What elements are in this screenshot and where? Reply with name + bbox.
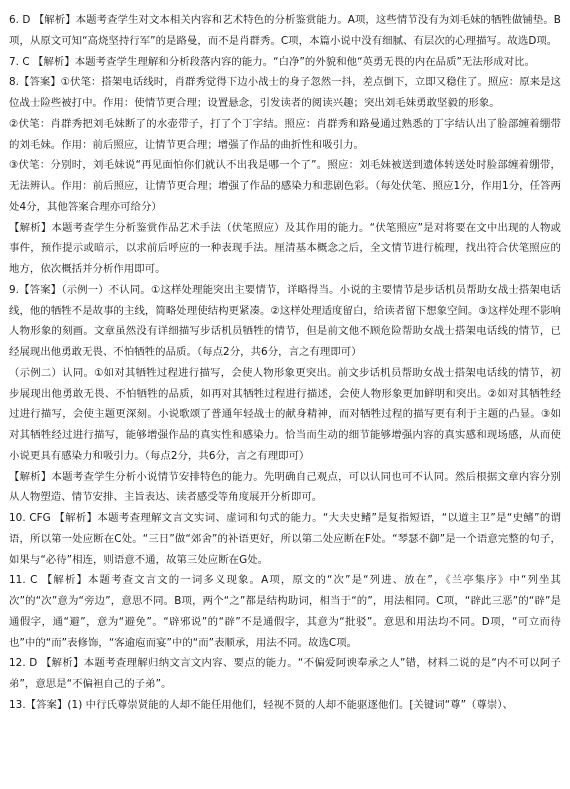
answer-item-9-example-2: （示例二）认同。①如对其牺牲过程进行描写，会使人物形象更突出。前文步话机员帮助女战士搭架电话线的情节，初步展现出他勇敢无畏、不怕牺牲的品质，如再对其牺牲过程进行描述，会使人物形象更加鲜明和突出。②如对其牺牲经过进行描写，会使主题更深刻。小说歌颂了普通年轻战士的献身精神，而对牺牲过程的描写更有利于主题的凸显。③如对其牺牲经过进行描写，能够增强作品的真实性和感染力。恰当而生动的细节能够增强内容的真实感和现场感，从而使小说更具有感染力和吸引力。（每点2分，共6分，言之有理即可） [9, 366, 561, 462]
answer-key-page [9, 10, 561, 716]
answer-item-10: 10. CFG 【解析】本题考查理解文言文实词、虚词和句式的能力。“大夫史鳍”是复指短语，“以道主卫”是“史鳍”的谓语，所以第一处应断在C处。“三日”做“郊舍”的补语更好，所以第二处应断在F处。“琴瑟不御”是一个语意完整的句子，如果与“必待”相连，则语意不通，故第三处应断在G处。 [9, 512, 561, 566]
answer-item-8-point-2: ②伏笔：肖群秀把刘毛妹断了的水壶带子，打了个丁字结。照应：肖群秀和路曼通过熟悉的丁字结认出了脸部缠着绷带的刘毛妹。作用：前后照应，让情节更合理；增强了作品的曲折性和吸引力。 [9, 117, 561, 151]
answer-item-8-point-3: ③伏笔：分别时，刘毛妹说“再见面怕你们就认不出我是哪一个了”。照应：刘毛妹被送到遗体转送处时脸部缠着绷带，无法辨认。作用：前后照应，让情节更合理；增强了作品的感染力和悲剧色彩。（每处伏笔、照应1分，作用1分，任答两处4分，其他答案合理亦可给分） [9, 159, 561, 213]
answer-item-8-analysis: 【解析】本题考查学生分析鉴赏作品艺术手法（伏笔照应）及其作用的能力。“伏笔照应”是对将要在文中出现的人物或事件，预作提示或暗示，以求前后呼应的一种表现手法。厘清基本概念之后，全文情节进行梳理，找出符合伏笔照应的地方，依次概括并分析作用即可。 [9, 221, 561, 275]
answer-item-9-analysis: 【解析】本题考查学生分析小说情节安排特色的能力。先明确自己观点，可以认同也可不认同。然后根据文章内容分别从人物塑造、情节安排、主旨表达、读者感受等角度展开分析即可。 [9, 470, 561, 504]
answer-item-11: 11. C 【解析】本题考查文言文的一词多义现象。A项，原文的“次”是“列进、放在”，《兰亭集序》中“列坐其次”的“次”意为“旁边”，意思不同。B项，两个“之”都是结构助词，相当于“的”，用法相同。C项，“辟此三恶”的“辟”是通假字，通“避”，意为“避免”。“辟邪说”的“辟”不是通假字，其意为“批驳”。意思和用法均不同。D项，“可立而待也”中的“而”表修饰，“客逾庖而宴”中的“而”表顺承，用法不同。故选C项。 [9, 574, 561, 649]
answer-item-13: 13.【答案】(1) 中行氏尊崇贤能的人却不能任用他们，轻视不贤的人却不能驱逐他们。[关键词“尊”（尊崇）、 [9, 698, 514, 711]
answer-item-6: 6. D 【解析】本题考查学生对文本相关内容和艺术特色的分析鉴赏能力。A项，这些情节没有为刘毛妹的牺牲做铺垫。B项，从原文可知“高烧坚持行军”的是路曼，而不是肖群秀。C项，本篇小说中没有细腻、有层次的心理描写。故选D项。 [9, 14, 561, 47]
answer-item-12: 12. D 【解析】本题考查理解归纳文言文内容、要点的能力。“不偏爱阿谀奉承之人”错，材料二说的是“内不可以阿子弟”，意思是“不偏袒自己的子弟”。 [9, 657, 561, 690]
answer-item-8-point-1: 8.【答案】①伏笔：搭架电话线时，肖群秀觉得下边小战士的身子忽然一抖，差点倒下，立即又稳住了。照应：原来是这位战士险些被打中。作用：使情节更合理；设置悬念，引发读者的阅读兴趣；突出刘毛妹勇敢坚毅的形象。 [9, 76, 561, 109]
answer-item-9-example-1: 9.【答案】（示例一）不认同。①这样处理能突出主要情节，详略得当。小说的主要情节是步话机员帮助女战士搭架电话线，他的牺牲不是故事的主线，简略处理使结构更紧凑。②这样处理适度留白，给读者留下想象空间。③这样处理不影响人物形象的刻画。文章虽然没有详细描写步话机员牺牲的情节，但是前文他不顾危险帮助女战士搭架电话线的情节，已经展现出他勇敢无畏、不怕牺牲的品质。（每点2分，共6分，言之有理即可） [9, 283, 561, 358]
answer-item-7: 7. C 【解析】本题考查学生理解和分析段落内容的能力。“白净”的外貌和他“英勇无畏的内在品质”无法形成对比。 [9, 55, 536, 68]
